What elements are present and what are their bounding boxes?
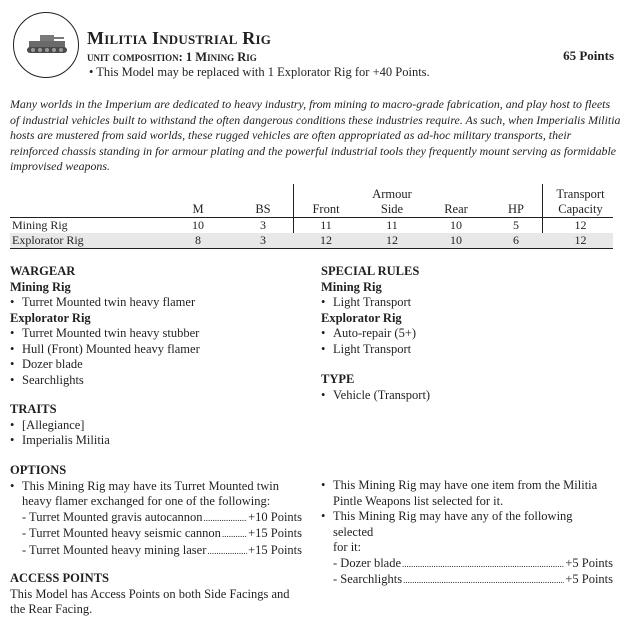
option-choice — [22, 543, 302, 560]
traits-heading: TRAITS — [10, 402, 57, 416]
unit-composition: unit composition: 1 Mining Rig — [87, 50, 257, 64]
option-cost: +5 Points — [565, 572, 613, 586]
options-left — [10, 463, 302, 559]
option-cost: +5 Points — [565, 555, 613, 570]
list-item: • Turret Mounted twin heavy flamer — [10, 295, 300, 311]
option-choice — [22, 510, 302, 527]
header-side: Side — [380, 202, 404, 216]
cell-capacity: 12 — [574, 233, 587, 247]
wargear-section — [10, 264, 300, 388]
unit-points: 65 Points — [563, 48, 614, 63]
header-capacity: Capacity — [558, 202, 603, 216]
access-points-section — [10, 571, 310, 618]
options-right-line: for it: — [333, 540, 362, 554]
cell-bs: 3 — [260, 218, 266, 232]
stats-table — [10, 184, 613, 250]
options-heading: OPTIONS — [10, 463, 67, 477]
cell-bs: 3 — [260, 233, 266, 247]
table-row — [10, 218, 613, 233]
option-label: - Turret Mounted heavy mining laser — [22, 542, 207, 557]
cell-front: 11 — [320, 218, 332, 232]
header-rear: Rear — [444, 202, 468, 216]
list-item: • Imperialis Militia — [10, 433, 300, 449]
options-right-item: • This Mining Rig may have any of the following selected for it: — [321, 509, 613, 556]
cell-side: 11 — [386, 218, 398, 232]
options-right-item: • This Mining Rig may have one item from the Militia Pintle Weapons list selected for it. — [321, 478, 613, 509]
option-choice — [333, 556, 613, 573]
option-label: - Turret Mounted heavy seismic cannon — [22, 526, 221, 540]
list-item: • Turret Mounted twin heavy stubber — [10, 326, 300, 342]
header-transport: Transport — [556, 187, 605, 201]
cell-capacity: 12 — [574, 218, 587, 232]
table-row — [10, 233, 613, 248]
traits-section — [10, 402, 300, 449]
option-label: - Turret Mounted gravis autocannon — [22, 509, 203, 524]
options-right-line: This Mining Rig may have any of the following selected — [333, 509, 573, 539]
list-item: • Light Transport — [321, 295, 621, 311]
list-item: • Light Transport — [321, 342, 621, 358]
type-section — [321, 372, 621, 403]
row-name: Mining Rig — [12, 218, 68, 232]
options-left-intro-line: This Mining Rig may have its Turret Mounted twin — [22, 478, 279, 493]
option-choice — [333, 572, 613, 589]
header-bs: BS — [255, 202, 271, 216]
options-left-intro: • This Mining Rig may have its Turret Mounted twin heavy flamer exchanged for one of the following: — [10, 479, 302, 510]
special-rules-mining-title: Mining Rig — [321, 279, 382, 294]
options-right-choices — [321, 556, 613, 589]
special-rules-explorator-title: Explorator Rig — [321, 310, 402, 325]
list-item: • [Allegiance] — [10, 418, 300, 434]
replace-note-text: This Model may be replaced with 1 Explorator Rig for +40 Points. — [96, 65, 430, 79]
wargear-explorator-title: Explorator Rig — [10, 310, 91, 325]
special-rules-heading: SPECIAL RULES — [321, 264, 420, 278]
option-label: - Dozer blade — [333, 555, 402, 570]
special-rules-section — [321, 264, 621, 357]
cell-hp: 5 — [513, 218, 519, 232]
list-item: • Vehicle (Transport) — [321, 388, 621, 404]
options-right-line: This Mining Rig may have one item from the Militia — [333, 478, 598, 492]
option-choice — [22, 526, 302, 543]
cell-hp: 6 — [513, 233, 519, 247]
option-cost: +10 Points — [248, 509, 302, 524]
option-cost: +15 Points — [248, 542, 302, 557]
list-item: • Dozer blade — [10, 357, 300, 373]
unit-icon-frame — [13, 12, 79, 78]
option-label: - Searchlights — [333, 572, 403, 586]
list-item: • Hull (Front) Mounted heavy flamer — [10, 342, 300, 358]
options-right — [321, 478, 613, 589]
option-cost: +15 Points — [248, 526, 302, 540]
row-name: Explorator Rig — [12, 233, 84, 247]
cell-rear: 10 — [450, 233, 462, 247]
options-left-intro-line: heavy flamer exchanged for one of the following: — [22, 494, 271, 508]
unit-title: Militia Industrial Rig — [87, 28, 272, 48]
options-left-choices — [10, 510, 302, 560]
type-heading: TYPE — [321, 372, 355, 386]
wargear-mining-title: Mining Rig — [10, 279, 71, 294]
header-armour: Armour — [372, 187, 412, 201]
options-right-line: Pintle Weapons list selected for it. — [333, 493, 504, 508]
cell-m: 10 — [192, 218, 204, 232]
wargear-heading: WARGEAR — [10, 264, 76, 278]
cell-side: 12 — [386, 233, 398, 247]
list-item: • Auto-repair (5+) — [321, 326, 621, 342]
list-item: • Searchlights — [10, 373, 300, 389]
access-points-line: This Model has Access Points on both Side Facings and — [10, 586, 290, 601]
table-bottom-rule — [10, 248, 613, 249]
vehicle-tank-icon — [26, 33, 68, 55]
cell-m: 8 — [195, 233, 201, 247]
header-hp: HP — [508, 202, 524, 216]
header-m: M — [192, 202, 204, 216]
access-points-line: the Rear Facing. — [10, 602, 93, 616]
flavour-text: Many worlds in the Imperium are dedicated to heavy industry, from mining to macro-grade fabrication, and play host to fleets of industrial vehicles built to withstand the often dangerous conditions these industries require. As such, when Imperialis Militia hosts are mustered from said worlds, these rugged vehicles are often appropriated as ad-hoc military transports, their reinforced chassis standing in for armour plating and the powerful industrial tools they frequently mount serving as formidable improvised weapons. — [10, 97, 621, 174]
cell-rear: 10 — [450, 218, 462, 232]
header-front: Front — [312, 202, 340, 216]
cell-front: 12 — [320, 233, 332, 247]
replace-note: • This Model may be replaced with 1 Explorator Rig for +40 Points. — [89, 65, 430, 79]
access-points-heading: ACCESS POINTS — [10, 571, 109, 585]
